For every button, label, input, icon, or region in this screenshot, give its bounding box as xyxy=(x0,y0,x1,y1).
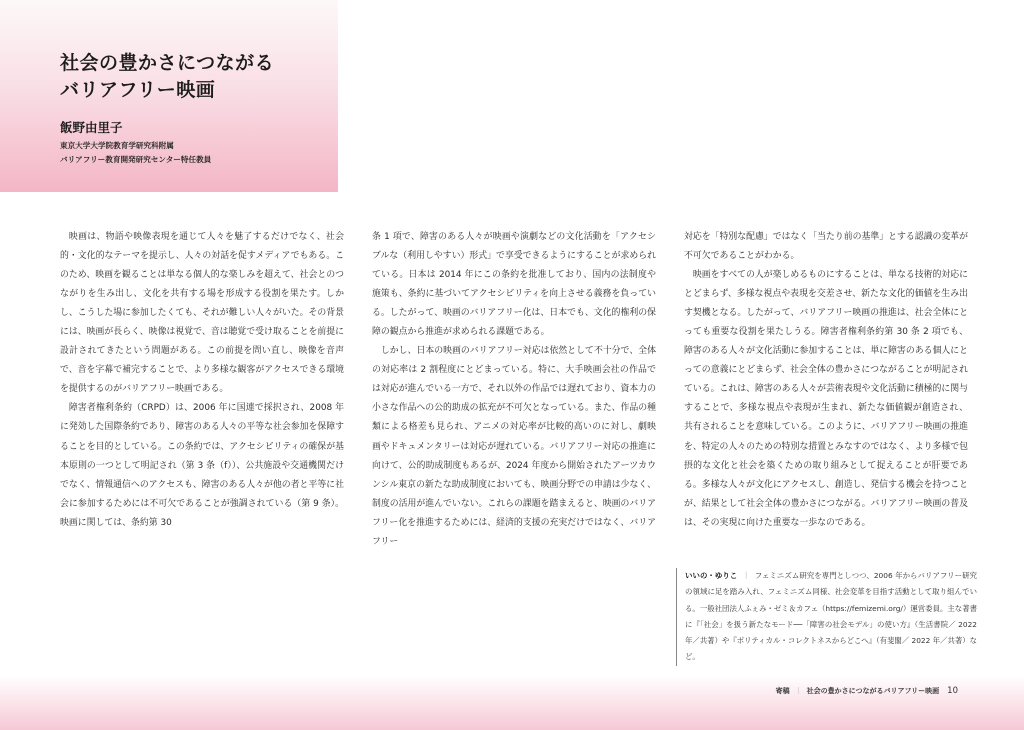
footer-band xyxy=(0,676,1024,730)
body-paragraph: 条 1 項で、障害のある人々が映画や演劇などの文化活動を「アクセシブルな（利用しやすい）形式」で享受できるようにすることが求められている。日本は 2014 年にこの条約を批准しており、国内の法制度や施策も、条約に基づいてアクセシビリティを向上させる義務を負っている。したがって、映画のバリアフリー化は、日本でも、文化的権利の保障の観点から推進が求められる課題である。 xyxy=(372,232,656,338)
body-paragraph: しかし、日本の映画のバリアフリー対応は依然として不十分で、全体の対応率は 2 割程度にとどまっている。特に、大手映画会社の作品では対応が進んでいる一方で、それ以外の作品では遅れており、資本力の小さな作品への公的助成の拡充が不可欠となっている。また、作品の種類による格差も見られ、アニメの対応率が比較的高いのに対し、劇映画やドキュメンタリーは対応が遅れている。バリアフリー対応の推進に向けて、公的助成制度もあるが、2024 年度から開始されたアーツカウンシル東京の新たな助成制度においても、映画分野での申請は少なく、制度の活用が進んでいない。これらの課題を踏まえると、映画のバリアフリー化を推進するためには、経済的支援の充実だけではなく、バリアフリー xyxy=(372,346,656,547)
body-paragraph: 対応を「特別な配慮」ではなく「当たり前の基準」とする認識の変革が不可欠であることがわかる。 xyxy=(684,232,968,262)
article-title xyxy=(60,50,274,104)
page-number: 10 xyxy=(947,686,958,696)
bio-separator: ｜ xyxy=(742,571,750,580)
author-name: 飯野由里子 xyxy=(60,120,123,135)
body-paragraph: 障害者権利条約（CRPD）は、2006 年に国連で採択され、2008 年に発効した国際条約であり、障害のある人々の平等な社会参加を保障することを目的としている。この条約では、アクセシビリティの確保が基本原則の一つとして明記され（第 3 条（f））、公共施設や交通機関だけでなく、情報通信へのアクセスも、障害のある人々が他の者と平等に社会に参加するためには不可欠であることが強調されている（第 9 条）。映画に関しては、条約第 30 xyxy=(60,403,344,528)
page-footer xyxy=(776,686,958,696)
bio-name: いいの・ゆりこ xyxy=(685,571,738,580)
bio-text: フェミニズム研究を専門としつつ、2006 年からバリアフリー研究の領域に足を踏み入れ、フェミニズム同様、社会変革を目指す活動として取り組んでいる。一般社団法人ふぇみ・ゼミ＆カフェ（https://femizemi.org/）運営委員。主な著書に『「社会」を扱う新たなモード──「障害の社会モデル」の使い方』（生活書院／ 2022 年／共著）や『ポリティカル・コレクトネスからどこへ』（有斐閣／ 2022 年／共著）など。 xyxy=(685,571,978,662)
footer-title: 社会の豊かさにつながるバリアフリー映画 xyxy=(806,687,940,695)
author-affiliation-line-1: 東京大学大学院教育学研究科附属 xyxy=(60,141,174,150)
body-paragraph: 映画をすべての人が楽しめるものにすることは、単なる技術的対応にとどまらず、多様な視点や表現を交差させ、新たな文化的価値を生み出す契機となる。したがって、バリアフリー映画の推進は、社会全体にとっても重要な役割を果たしうる。障害者権利条約第 30 条 2 項でも、障害のある人々が文化活動に参加することは、単に障害のある個人にとっての意義にとどまらず、社会全体の豊かさにつながることが明記されている。これは、障害のある人々が芸術表現や文化活動に積極的に関与することで、多様な視点や表現が生まれ、新たな価値観が創造され、共有されることを意味している。このように、バリアフリー映画の推進を、特定の人々のための特別な措置とみなすのではなく、より多様で包摂的な文化と社会を築くための取り組みとして捉えることが肝要である。多様な人々が文化にアクセスし、創造し、発信する機会を持つことが、結果として社会全体の豊かさにつながる。バリアフリー映画の普及は、その実現に向けた重要な一歩なのである。 xyxy=(684,270,968,528)
footer-separator: ｜ xyxy=(794,687,802,695)
title-line-2: バリアフリー映画 xyxy=(60,79,216,101)
body-column-3 xyxy=(684,228,968,533)
body-paragraph: 映画は、物語や映像表現を通じて人々を魅了するだけでなく、社会的・文化的なテーマを提示し、人々の対話を促すメディアでもある。このため、映画を観ることは単なる個人的な楽しみを超えて、社会とのつながりを生み出し、文化を共有する場を形成する役割を果たす。しかし、こうした場に参加したくても、それが難しい人々がいた。その背景には、映画が長らく、映像は視覚で、音は聴覚で受け取ることを前提に設計されてきたという問題がある。この前提を問い直し、映像を音声で、音を字幕で補完することで、より多様な観客がアクセスできる環境を提供するのがバリアフリー映画である。 xyxy=(60,232,344,395)
title-line-1: 社会の豊かさにつながる xyxy=(60,52,275,74)
author-bio xyxy=(676,568,977,666)
body-column-1 xyxy=(60,228,344,533)
body-column-2 xyxy=(372,228,656,552)
author-affiliation-line-2: バリアフリー教育開発研究センター特任教員 xyxy=(60,155,212,164)
footer-section: 寄稿 xyxy=(775,687,790,695)
